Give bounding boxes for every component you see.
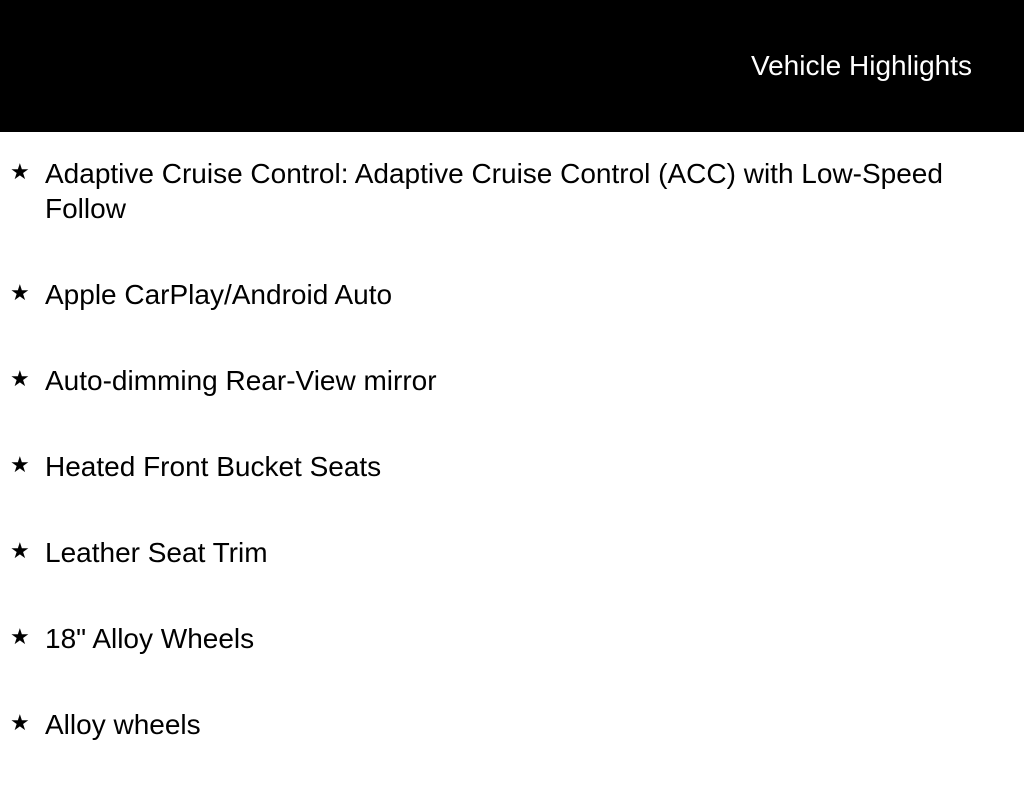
star-icon: ★	[10, 280, 30, 305]
list-item-label: Auto-dimming Rear-View mirror	[45, 365, 437, 396]
header-bar	[0, 0, 1024, 132]
star-icon: ★	[10, 366, 30, 391]
star-icon: ★	[10, 538, 30, 563]
list-item	[0, 156, 1024, 226]
star-icon: ★	[10, 159, 30, 184]
star-icon: ★	[10, 710, 30, 735]
list-item-label: Adaptive Cruise Control: Adaptive Cruise Control (ACC) with Low-Speed Follow	[45, 158, 943, 224]
highlights-list	[0, 156, 1024, 793]
list-item	[0, 707, 1024, 742]
list-item	[0, 535, 1024, 570]
star-icon: ★	[10, 624, 30, 649]
star-icon: ★	[10, 452, 30, 477]
list-item-label: Alloy wheels	[45, 709, 201, 740]
list-item	[0, 621, 1024, 656]
list-item	[0, 449, 1024, 484]
list-item-label: Leather Seat Trim	[45, 537, 268, 568]
list-item-label: Apple CarPlay/Android Auto	[45, 279, 393, 310]
list-item-label: 18" Alloy Wheels	[45, 623, 255, 654]
list-item-label: Heated Front Bucket Seats	[45, 451, 382, 482]
list-item	[0, 277, 1024, 312]
list-item	[0, 363, 1024, 398]
page-title: Vehicle Highlights	[750, 50, 972, 81]
